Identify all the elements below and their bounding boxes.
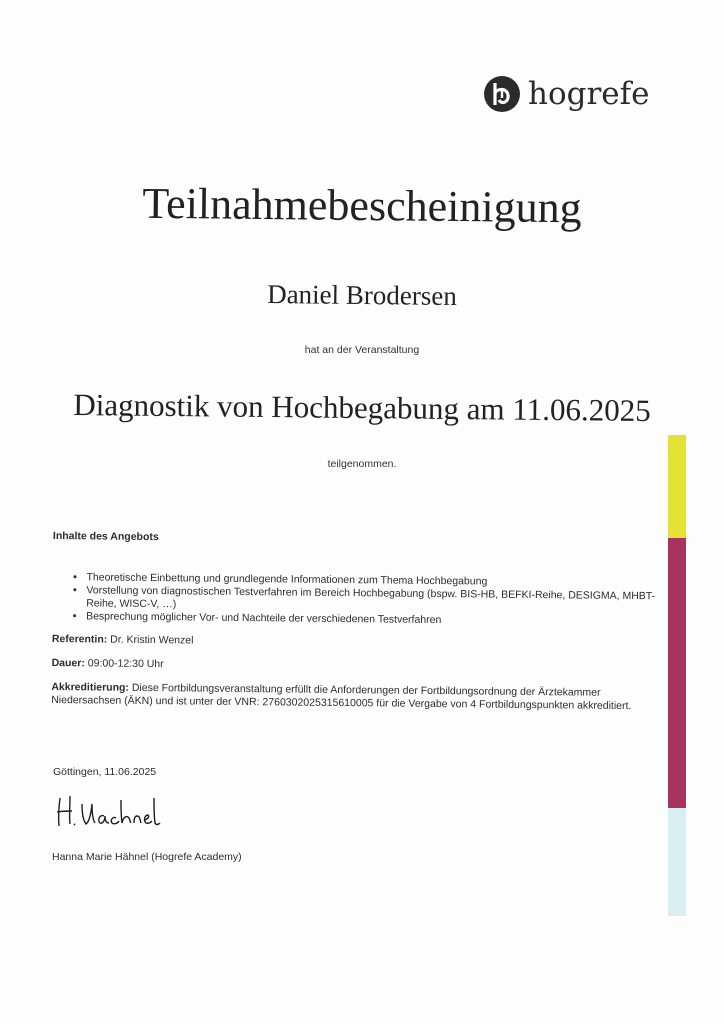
- intro-text: hat an der Veranstaltung: [304, 344, 420, 356]
- document-title: Teilnahmebescheinigung: [142, 178, 582, 233]
- speaker-value: Dr. Kristin Wenzel: [110, 633, 194, 647]
- place-date: Göttingen, 11.06.2025: [53, 766, 157, 778]
- hogrefe-logo: [484, 76, 649, 112]
- participant-name: Daniel Brodersen: [267, 279, 458, 311]
- outro-text: teilgenommen.: [327, 458, 397, 470]
- duration-value: 09:00-12:30 Uhr: [87, 657, 164, 671]
- event-title: Diagnostik von Hochbegabung am 11.06.2025: [73, 386, 651, 429]
- duration-row: [52, 657, 662, 676]
- speaker-row: [52, 633, 662, 652]
- stripe-pale-blue: [668, 808, 686, 916]
- accreditation-row: [51, 681, 661, 713]
- list-item: • Vorstellung von diagnostischen Testverfahren im Bereich Hochbegabung (bspw. BIS-HB, BEFKI-Reihe, DESIGMA, MHBT-Reihe, WISC-V, …): [86, 584, 662, 616]
- accreditation-label: Akkreditierung:: [51, 680, 130, 694]
- hogrefe-logo-mark-icon: [484, 76, 520, 112]
- accreditation-value: Diese Fortbildungsveranstaltung erfüllt die Anforderungen der Fortbildungsordnung der Ärztekammer Niedersachsen (ÄKN) und ist unter der VNR: 2760302025315610005 für die Vergabe von 4 Fortbildungspunkten akkreditiert.: [51, 681, 632, 713]
- list-item: • Theoretische Einbettung und grundlegende Informationen zum Thema Hochbegabung: [86, 571, 662, 590]
- handwritten-signature: [52, 790, 162, 836]
- duration-label: Dauer:: [51, 656, 85, 670]
- signer-name: Hanna Marie Hähnel (Hogrefe Academy): [52, 851, 242, 863]
- contents-heading: Inhalte des Angebots: [52, 530, 159, 544]
- contents-list: [52, 571, 663, 629]
- stripe-yellow: [668, 435, 686, 538]
- logo-text: hogrefe: [528, 76, 650, 112]
- speaker-label: Referentin:: [51, 632, 108, 646]
- content-block: [51, 530, 663, 724]
- stripe-magenta: [668, 538, 686, 808]
- list-item: • Besprechung möglicher Vor- und Nachteile der verschiedenen Testverfahren: [86, 610, 662, 629]
